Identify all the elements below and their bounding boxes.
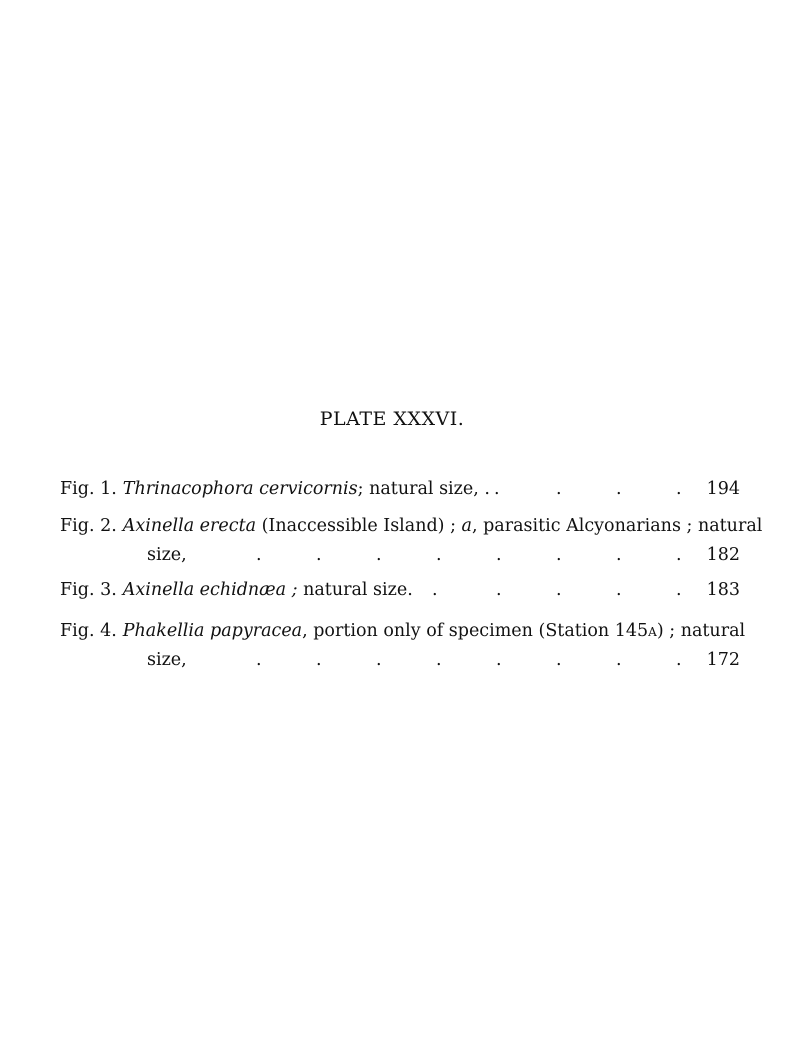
entry-description: , parasitic Alcyonarians ; natural [471,516,763,536]
entry-description: , portion only of specimen (Station 145 [302,621,649,641]
leader-dot: . [676,650,682,670]
leader-dot: . [496,650,502,670]
figure-entry-4 [60,617,746,675]
entry-line [60,576,740,605]
species-name: Phakellia papyracea [122,621,303,641]
entry-marker: a [461,516,472,536]
leader-dot: . [676,580,682,600]
entry-line [60,512,763,541]
leader-dot: . [436,650,442,670]
leader-dot: . [496,545,502,565]
page-number: 194 [706,479,740,499]
leader-dot: . [556,650,562,670]
leader-dot: . [436,545,442,565]
leader-dot: . [556,479,562,499]
continuation-text: size, [147,545,187,565]
continuation-text: size, [147,650,187,670]
figure-label: Fig. 3. [60,580,117,600]
leader-dot: . [316,545,322,565]
leader-dot: . [496,580,502,600]
leader-dot: . [616,479,622,499]
leader-dot: . [432,580,438,600]
page-number: 183 [706,580,740,600]
species-name: Axinella echidnæa ; [122,580,298,600]
page-number: 182 [706,545,740,565]
entry-description: (Inaccessible Island) ; [256,516,462,536]
entry-description: ; natural size, . [357,479,490,499]
leader-dot: . [556,580,562,600]
figure-label: Fig. 2. [60,516,117,536]
figure-entry-1 [60,475,740,504]
entry-line [60,646,740,675]
station-suffix: a [648,621,657,641]
leader-dot: . [616,580,622,600]
leader-dot: . [494,479,500,499]
figure-entry-3 [60,576,740,605]
leader-dot: . [256,650,262,670]
figure-entry-2 [60,512,763,570]
leader-dot: . [376,545,382,565]
leader-dot: . [256,545,262,565]
species-name: Axinella erecta [122,516,257,536]
leader-dot: . [616,545,622,565]
leader-dot: . [556,545,562,565]
species-name: Thrinacophora cervicornis [122,479,358,499]
entry-line [60,617,746,646]
plate-title: PLATE XXXVI. [319,408,465,430]
leader-dot: . [616,650,622,670]
entry-description: natural size. [297,580,413,600]
leader-dot: . [376,650,382,670]
entry-line [60,541,740,570]
leader-dot: . [676,545,682,565]
entry-description: ) ; natural [656,621,746,641]
leader-dot: . [316,650,322,670]
entry-line [60,475,740,504]
leader-dot: . [676,479,682,499]
figure-label: Fig. 4. [60,621,117,641]
figure-label: Fig. 1. [60,479,117,499]
page-number: 172 [706,650,740,670]
